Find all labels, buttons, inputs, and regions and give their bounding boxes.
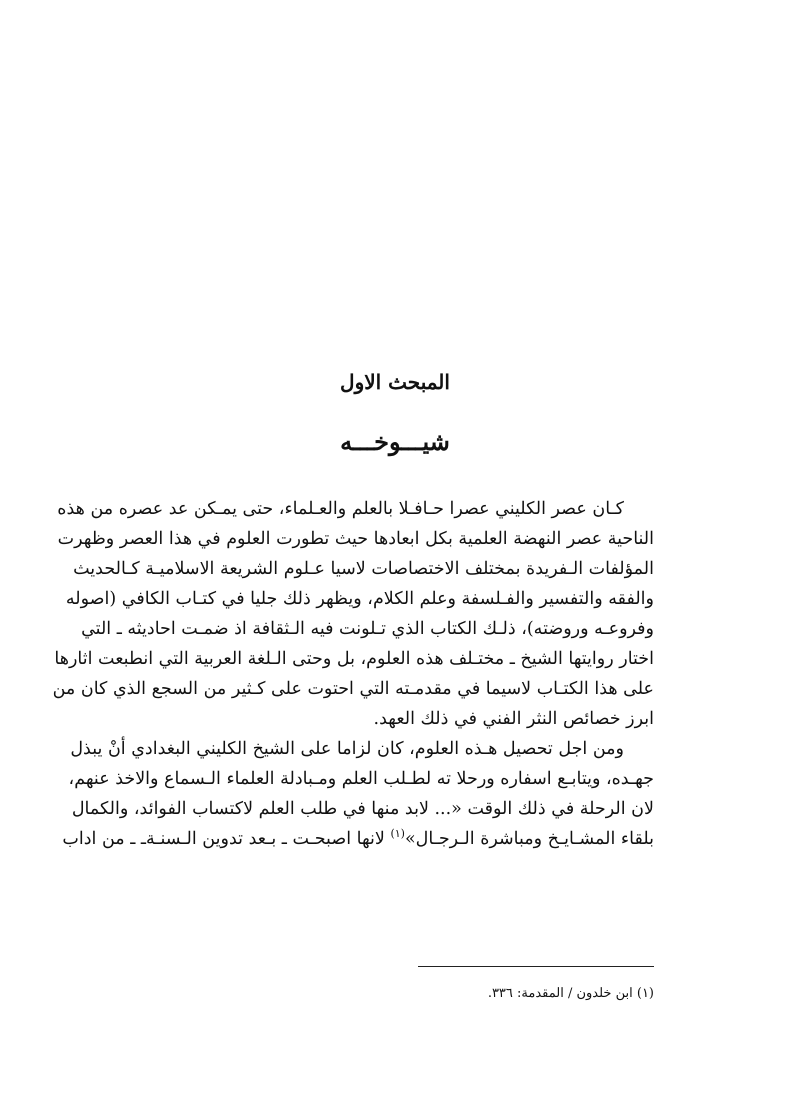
text-line: والفقه والتفسير والفـلسفة وعلم الكلام، ويظهر ذلك جليا في كتـاب الكافي (اصوله <box>65 589 654 609</box>
text-line: لان الرحلة في ذلك الوقت «... لابد منها في طلب العلم لاكتساب الفوائد، والكمال <box>71 799 654 819</box>
text-line: المؤلفات الـفريدة بمختلف الاختصاصات لاسيا عـلوم الشريعة الاسلاميـة كـالحديث <box>73 559 654 579</box>
text-line: اختار روايتها الشيخ ـ مختـلف هذه العلوم، بل وحتى الـلغة العربية التي انطبعت اثارها <box>54 649 654 669</box>
text-line-with-footnote <box>62 824 654 854</box>
body-text <box>52 494 654 854</box>
footnote: (١) ابن خلدون / المقدمة: ٣٣٦. <box>487 986 654 1001</box>
text-line: وفروعـه وروضته)، ذلـك الكتاب الذي تـلونت فيه الـثقافة اذ ضمـت احاديثه ـ التي <box>81 619 654 639</box>
text-line: جهـده، ويتابـع اسفاره ورحلا ته لطـلب العلم ومـبادلة العلماء الـسماع والاخذ عنهم، <box>68 769 654 789</box>
text-segment: بلقاء المشـايـخ ومباشرة الـرجـال» <box>404 829 654 849</box>
text-line: ومن اجل تحصيل هـذه العلوم، كان لزاما على الشيخ الكليني البغدادي أنْ يبذل <box>70 739 624 759</box>
text-segment: لانها اصبحـت ـ بـعد تدوين الـسنـةـ ـ من اداب <box>62 829 391 849</box>
text-line: كـان عصر الكليني عصرا حـافـلا بالعلم والعـلماء، حتى يمـكن عد عصره من هذه <box>57 499 624 519</box>
section-title: شيـــوخـــه <box>340 427 450 456</box>
text-line: الناحية عصر النهضة العلمية بكل ابعادها حيث تطورت العلوم في هذا العصر وظهرت <box>57 529 654 549</box>
text-line: ابرز خصائص النثر الفني في ذلك العهد. <box>373 709 654 729</box>
footnote-divider <box>418 966 654 967</box>
footnote-reference[interactable]: (١) <box>390 827 405 841</box>
chapter-title: المبحث الاول <box>340 370 450 394</box>
text-line: على هذا الكتـاب لاسيما في مقدمـته التي احتوت على كـثير من السجع الذي كان من <box>52 679 654 699</box>
